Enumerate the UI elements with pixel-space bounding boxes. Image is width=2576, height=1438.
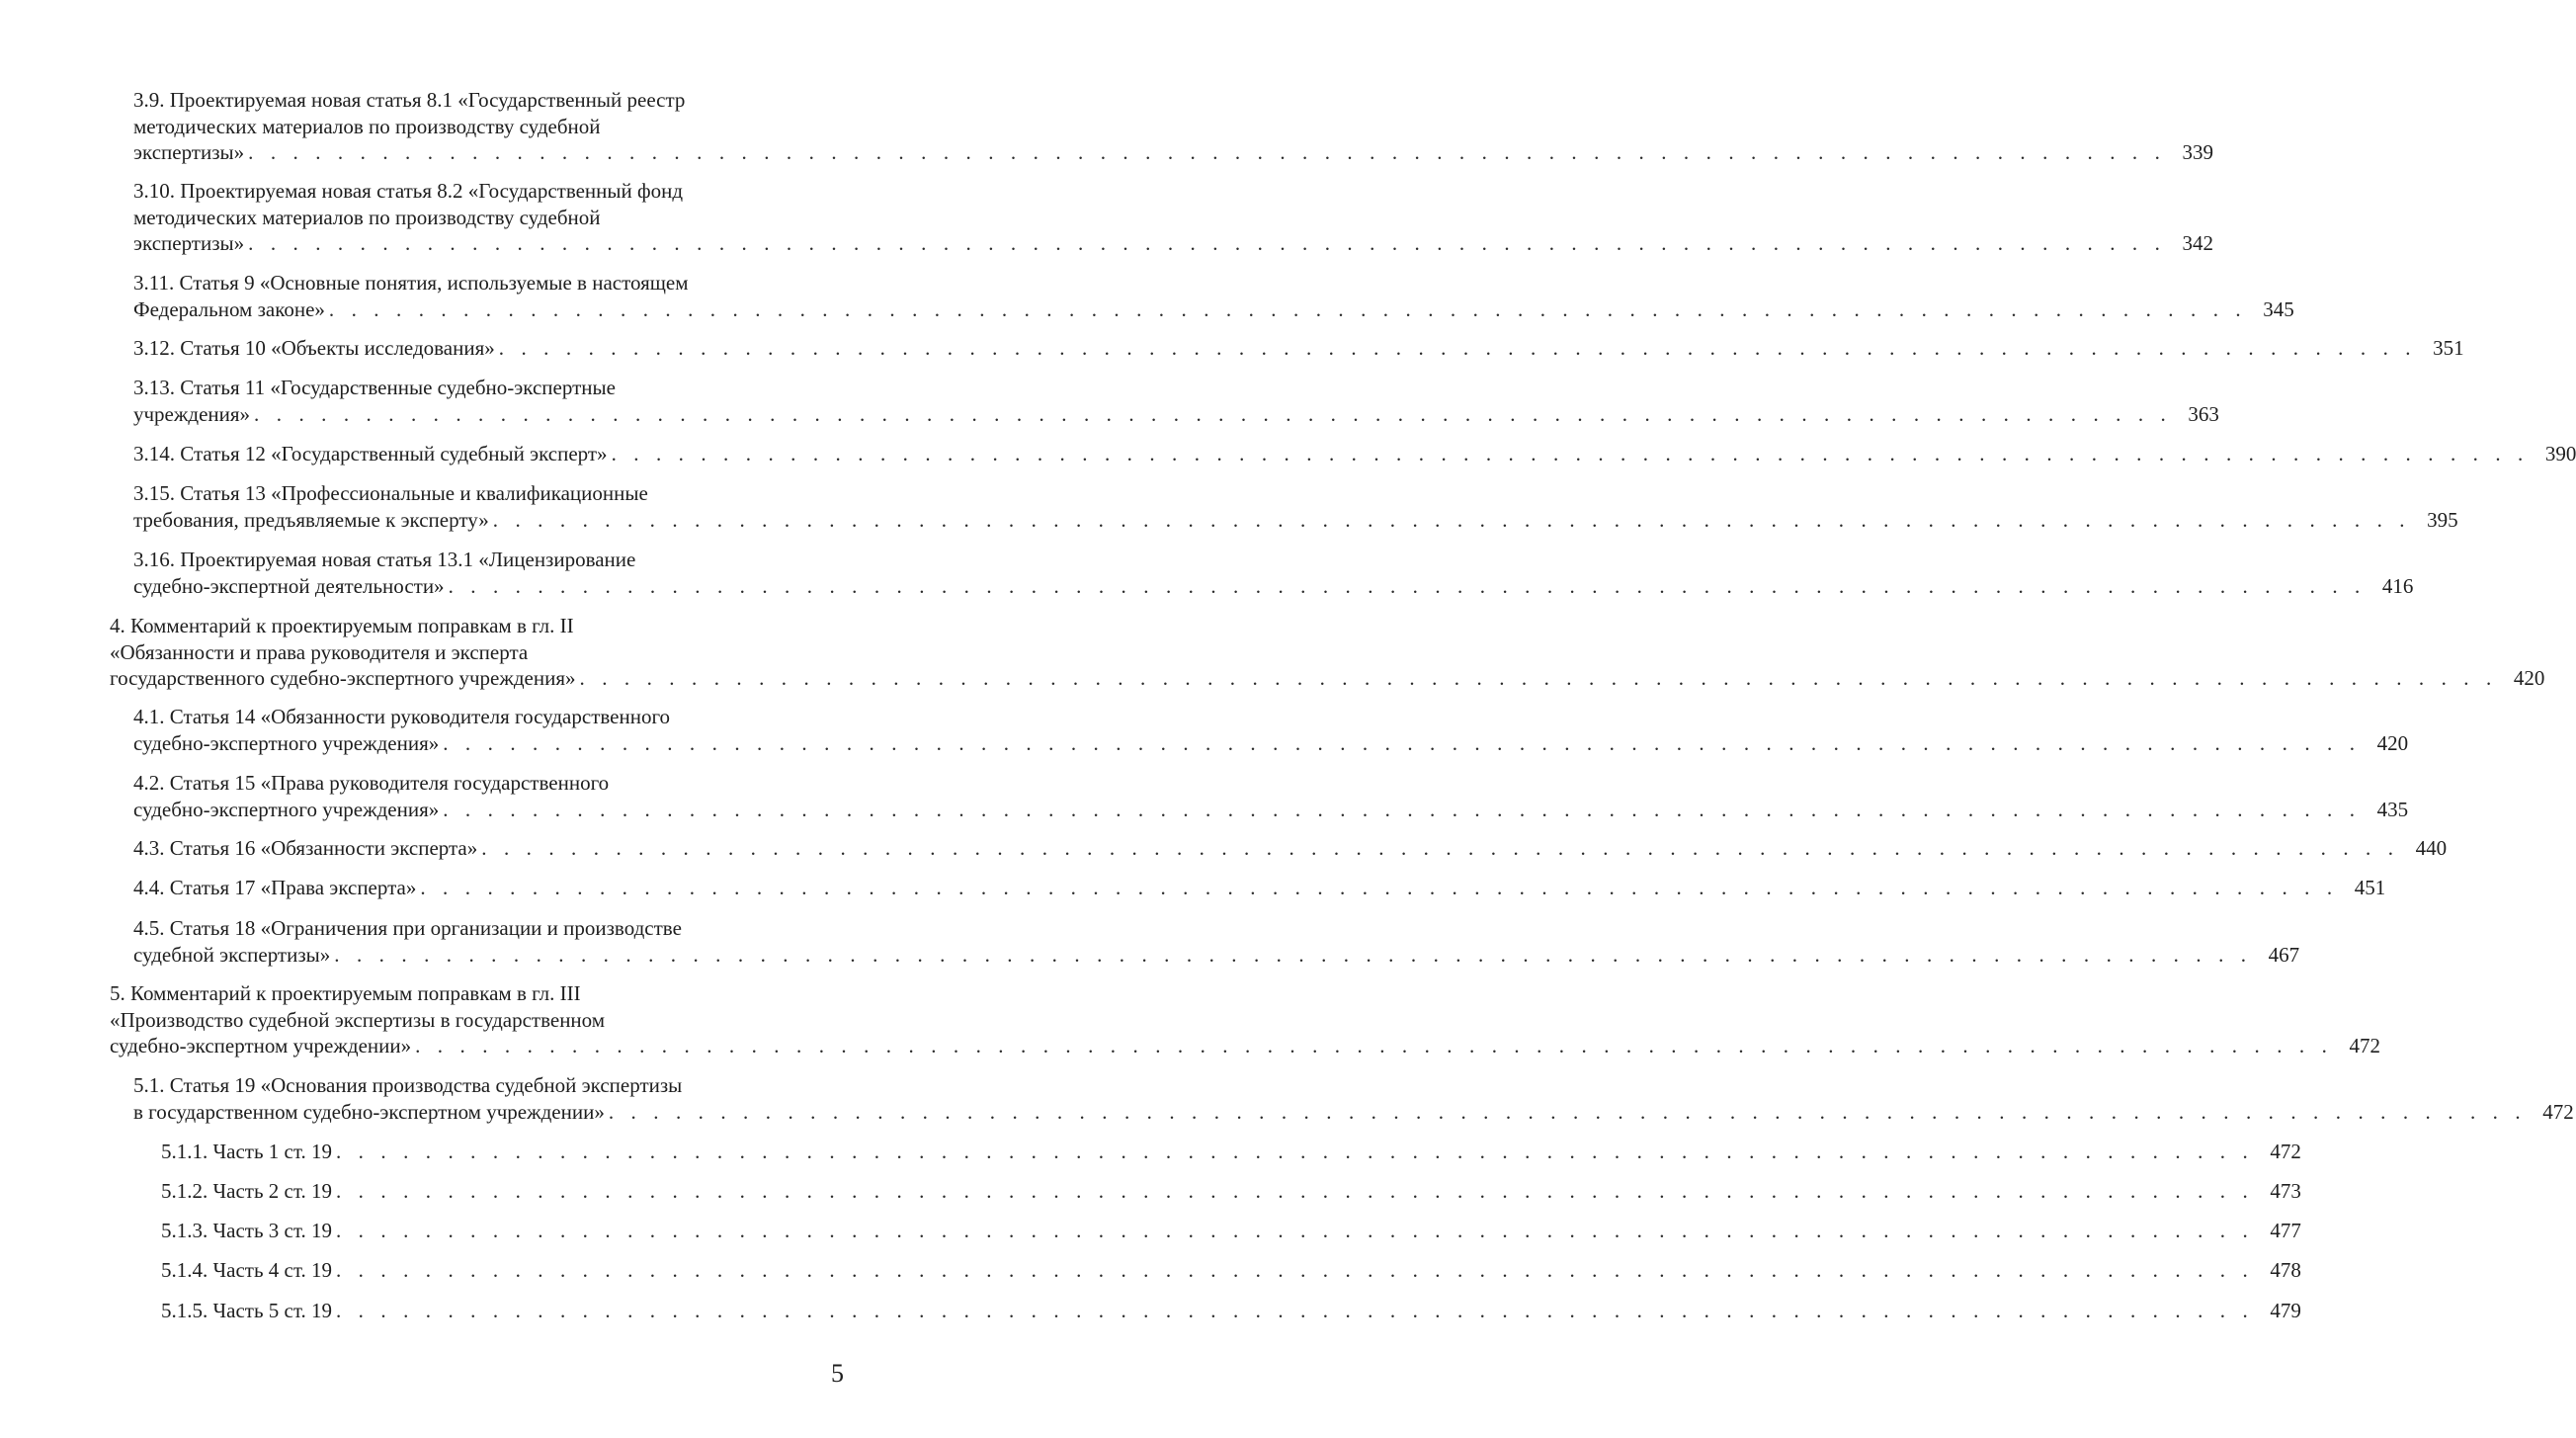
toc-page-number: 472 — [2270, 1140, 2301, 1163]
toc-entry-5-1-1[interactable] — [0, 1139, 2301, 1165]
toc-entry-line: 5.1.4. Часть 4 ст. 19 — [161, 1258, 332, 1282]
toc-page-number: 345 — [2263, 296, 2294, 321]
dot-leader: . . . . . . . . . . . . . . . . . . . . . . . . . . . . . . . . . . . . . . . . . . . . . . . . . . . . . . . . . . . . . . . . . . . . . . . . . . . . . . . . . . . . . . — [254, 401, 2172, 426]
toc-entry-line: методических материалов по производству судебной — [133, 205, 601, 229]
toc-entry-line: 3.11. Статья 9 «Основные понятия, используемые в настоящем — [133, 271, 689, 295]
dot-leader: . . . . . . . . . . . . . . . . . . . . . . . . . . . . . . . . . . . . . . . . . . . . . . . . . . . . . . . . . . . . . . . . . . . . . . . . . . . . . . . . . . . . . . — [492, 507, 2411, 532]
toc-entry-line: 3.15. Статья 13 «Профессиональные и квалификационные — [133, 481, 648, 505]
toc-page-number: 390 — [2544, 442, 2576, 465]
dot-leader: . . . . . . . . . . . . . . . . . . . . . . . . . . . . . . . . . . . . . . . . . . . . . . . . . . . . . . . . . . . . . . . . . . . . . . . . . . . . . . . . . . . . . . — [335, 1140, 2254, 1163]
toc-entry-line: 4.4. Статья 17 «Права эксперта» — [133, 876, 417, 899]
dot-leader: . . . . . . . . . . . . . . . . . . . . . . . . . . . . . . . . . . . . . . . . . . . . . . . . . . . . . . . . . . . . . . . . . . . . . . . . . . . . . . . . . . . . . . — [335, 1179, 2254, 1203]
dot-leader: . . . . . . . . . . . . . . . . . . . . . . . . . . . . . . . . . . . . . . . . . . . . . . . . . . . . . . . . . . . . . . . . . . . . . . . . . . . . . . . . . . . . . . — [420, 876, 2339, 899]
toc-entry-line: судебно-экспертного учреждения» — [133, 730, 440, 755]
toc-entry-line: 4.5. Статья 18 «Ограничения при организации и производстве — [133, 916, 682, 940]
toc-entry-line: 5.1.2. Часть 2 ст. 19 — [161, 1179, 332, 1203]
toc-page-number: 472 — [2542, 1099, 2574, 1124]
toc-page-number: 420 — [2513, 666, 2545, 690]
toc-entry-5-1-3[interactable] — [0, 1218, 2301, 1244]
toc-entry-line: 3.14. Статья 12 «Государственный судебный эксперт» — [133, 442, 608, 465]
toc-entry-3-12[interactable] — [0, 335, 2464, 362]
toc-page-number: 451 — [2354, 876, 2386, 899]
toc-page-number: 339 — [2182, 140, 2213, 164]
dot-leader: . . . . . . . . . . . . . . . . . . . . . . . . . . . . . . . . . . . . . . . . . . . . . . . . . . . . . . . . . . . . . . . . . . . . . . . . . . . . . . . . . . . . . . — [498, 336, 2417, 360]
toc-entry-line: 5.1. Статья 19 «Основания производства судебной экспертизы — [133, 1073, 683, 1097]
dot-leader: . . . . . . . . . . . . . . . . . . . . . . . . . . . . . . . . . . . . . . . . . . . . . . . . . . . . . . . . . . . . . . . . . . . . . . . . . . . . . . . . . . . . . . — [448, 573, 2367, 598]
toc-page-number: 472 — [2349, 1034, 2380, 1057]
dot-leader: . . . . . . . . . . . . . . . . . . . . . . . . . . . . . . . . . . . . . . . . . . . . . . . . . . . . . . . . . . . . . . . . . . . . . . . . . . . . . . . . . . . . . . — [608, 1099, 2527, 1124]
toc-page-number: 342 — [2182, 231, 2213, 255]
toc-page-number: 363 — [2188, 401, 2219, 426]
toc-page-number: 440 — [2415, 836, 2448, 860]
toc-entry-line: в государственном судебно-экспертном учреждении» — [133, 1099, 605, 1124]
toc-entry-4-1[interactable] — [0, 704, 2409, 756]
toc-entry-4-2[interactable] — [0, 770, 2409, 822]
toc-entry-4-4[interactable] — [0, 875, 2386, 901]
toc-entry-line: 4.2. Статья 15 «Права руководителя государственного — [133, 771, 610, 795]
toc-entry-line: 3.12. Статья 10 «Объекты исследования» — [133, 336, 495, 360]
toc-entry-4-5[interactable] — [0, 915, 2300, 968]
toc-page-number: 435 — [2376, 797, 2409, 821]
dot-leader: . . . . . . . . . . . . . . . . . . . . . . . . . . . . . . . . . . . . . . . . . . . . . . . . . . . . . . . . . . . . . . . . . . . . . . . . . . . . . . . . . . . . . . — [328, 296, 2247, 321]
dot-leader: . . . . . . . . . . . . . . . . . . . . . . . . . . . . . . . . . . . . . . . . . . . . . . . . . . . . . . . . . . . . . . . . . . . . . . . . . . . . . . . . . . . . . . — [481, 836, 2400, 860]
toc-page-number: 478 — [2270, 1258, 2301, 1282]
toc-page-number: 477 — [2270, 1219, 2301, 1242]
toc-entry-line: экспертизы» — [133, 231, 245, 255]
toc-entry-line: судебно-экспертного учреждения» — [133, 797, 440, 821]
toc-entry-line: «Обязанности и права руководителя и эксперта — [110, 639, 529, 664]
toc-page-number: 351 — [2433, 336, 2464, 360]
toc-entry-5-1-2[interactable] — [0, 1178, 2301, 1205]
toc-entry-5[interactable] — [0, 980, 2380, 1059]
toc-entry-line: 3.10. Проектируемая новая статья 8.2 «Государственный фонд — [133, 179, 684, 203]
toc-entry-line: «Производство судебной экспертизы в государственном — [110, 1007, 606, 1032]
toc-entry-5-1[interactable] — [0, 1072, 2574, 1125]
toc-entry-line: 5.1.5. Часть 5 ст. 19 — [161, 1299, 332, 1322]
toc-entry-3-16[interactable] — [0, 547, 2414, 599]
dot-leader: . . . . . . . . . . . . . . . . . . . . . . . . . . . . . . . . . . . . . . . . . . . . . . . . . . . . . . . . . . . . . . . . . . . . . . . . . . . . . . . . . . . . . . — [335, 1219, 2254, 1242]
toc-entry-line: государственного судебно-экспертного учреждения» — [110, 666, 576, 690]
toc-entry-line: учреждения» — [133, 401, 251, 426]
toc-entry-line: методических материалов по производству судебной — [133, 114, 601, 138]
toc-entry-line: 3.13. Статья 11 «Государственные судебно-экспертные — [133, 376, 616, 399]
toc-page-number: 467 — [2268, 942, 2300, 967]
dot-leader: . . . . . . . . . . . . . . . . . . . . . . . . . . . . . . . . . . . . . . . . . . . . . . . . . . . . . . . . . . . . . . . . . . . . . . . . . . . . . . . . . . . . . . — [443, 730, 2362, 755]
toc-entry-line: 3.9. Проектируемая новая статья 8.1 «Государственный реестр — [133, 88, 686, 112]
toc-entry-line: 5.1.1. Часть 1 ст. 19 — [161, 1140, 332, 1163]
dot-leader: . . . . . . . . . . . . . . . . . . . . . . . . . . . . . . . . . . . . . . . . . . . . . . . . . . . . . . . . . . . . . . . . . . . . . . . . . . . . . . . . . . . . . . — [335, 1258, 2254, 1282]
dot-leader: . . . . . . . . . . . . . . . . . . . . . . . . . . . . . . . . . . . . . . . . . . . . . . . . . . . . . . . . . . . . . . . . . . . . . . . . . . . . . . . . . . . . . . — [248, 140, 2166, 164]
toc-entry-line: 3.16. Проектируемая новая статья 13.1 «Лицензирование — [133, 548, 636, 571]
toc-entry-line: 4.3. Статья 16 «Обязанности эксперта» — [133, 836, 478, 860]
toc-entry-3-10[interactable] — [0, 178, 2213, 257]
dot-leader: . . . . . . . . . . . . . . . . . . . . . . . . . . . . . . . . . . . . . . . . . . . . . . . . . . . . . . . . . . . . . . . . . . . . . . . . . . . . . . . . . . . . . . — [415, 1034, 2333, 1057]
toc-entry-line: Федеральном законе» — [133, 296, 325, 321]
dot-leader: . . . . . . . . . . . . . . . . . . . . . . . . . . . . . . . . . . . . . . . . . . . . . . . . . . . . . . . . . . . . . . . . . . . . . . . . . . . . . . . . . . . . . . — [443, 797, 2362, 821]
toc-page-number: 479 — [2270, 1299, 2301, 1322]
toc-entry-line: 4. Комментарий к проектируемым поправкам в гл. II — [110, 614, 574, 637]
toc-entry-line: 5. Комментарий к проектируемым поправкам в гл. III — [110, 981, 581, 1005]
toc-entry-line: судебно-экспертном учреждении» — [110, 1034, 412, 1057]
page-number: 5 — [831, 1359, 844, 1388]
toc-entry-line: судебно-экспертной деятельности» — [133, 573, 445, 598]
toc-entry-line: требования, предъявляемые к эксперту» — [133, 507, 489, 532]
dot-leader: . . . . . . . . . . . . . . . . . . . . . . . . . . . . . . . . . . . . . . . . . . . . . . . . . . . . . . . . . . . . . . . . . . . . . . . . . . . . . . . . . . . . . . — [248, 231, 2166, 255]
toc-entry-3-13[interactable] — [0, 375, 2219, 427]
toc-entry-line: судебной экспертизы» — [133, 942, 331, 967]
dot-leader: . . . . . . . . . . . . . . . . . . . . . . . . . . . . . . . . . . . . . . . . . . . . . . . . . . . . . . . . . . . . . . . . . . . . . . . . . . . . . . . . . . . . . . — [335, 1299, 2254, 1322]
toc-entry-line: 5.1.3. Часть 3 ст. 19 — [161, 1219, 332, 1242]
toc-entry-line: 4.1. Статья 14 «Обязанности руководителя государственного — [133, 705, 671, 728]
toc-page-number: 395 — [2427, 507, 2458, 532]
toc-entry-4-3[interactable] — [0, 835, 2448, 862]
toc-entry-line: экспертизы» — [133, 140, 245, 164]
toc-entry-3-11[interactable] — [0, 270, 2294, 322]
toc-entry-3-15[interactable] — [0, 480, 2458, 533]
dot-leader: . . . . . . . . . . . . . . . . . . . . . . . . . . . . . . . . . . . . . . . . . . . . . . . . . . . . . . . . . . . . . . . . . . . . . . . . . . . . . . . . . . . . . . — [611, 442, 2530, 465]
toc-page-number: 416 — [2381, 573, 2414, 598]
toc-page-number: 420 — [2376, 730, 2409, 755]
toc-entry-4[interactable] — [0, 613, 2545, 692]
toc-entry-3-9[interactable] — [0, 87, 2213, 166]
toc-entry-5-1-5[interactable] — [0, 1298, 2301, 1324]
toc-entry-5-1-4[interactable] — [0, 1257, 2301, 1284]
dot-leader: . . . . . . . . . . . . . . . . . . . . . . . . . . . . . . . . . . . . . . . . . . . . . . . . . . . . . . . . . . . . . . . . . . . . . . . . . . . . . . . . . . . . . . — [579, 666, 2498, 690]
toc-entry-3-14[interactable] — [0, 441, 2576, 467]
dot-leader: . . . . . . . . . . . . . . . . . . . . . . . . . . . . . . . . . . . . . . . . . . . . . . . . . . . . . . . . . . . . . . . . . . . . . . . . . . . . . . . . . . . . . . — [334, 942, 2253, 967]
toc-page-number: 473 — [2270, 1179, 2301, 1203]
